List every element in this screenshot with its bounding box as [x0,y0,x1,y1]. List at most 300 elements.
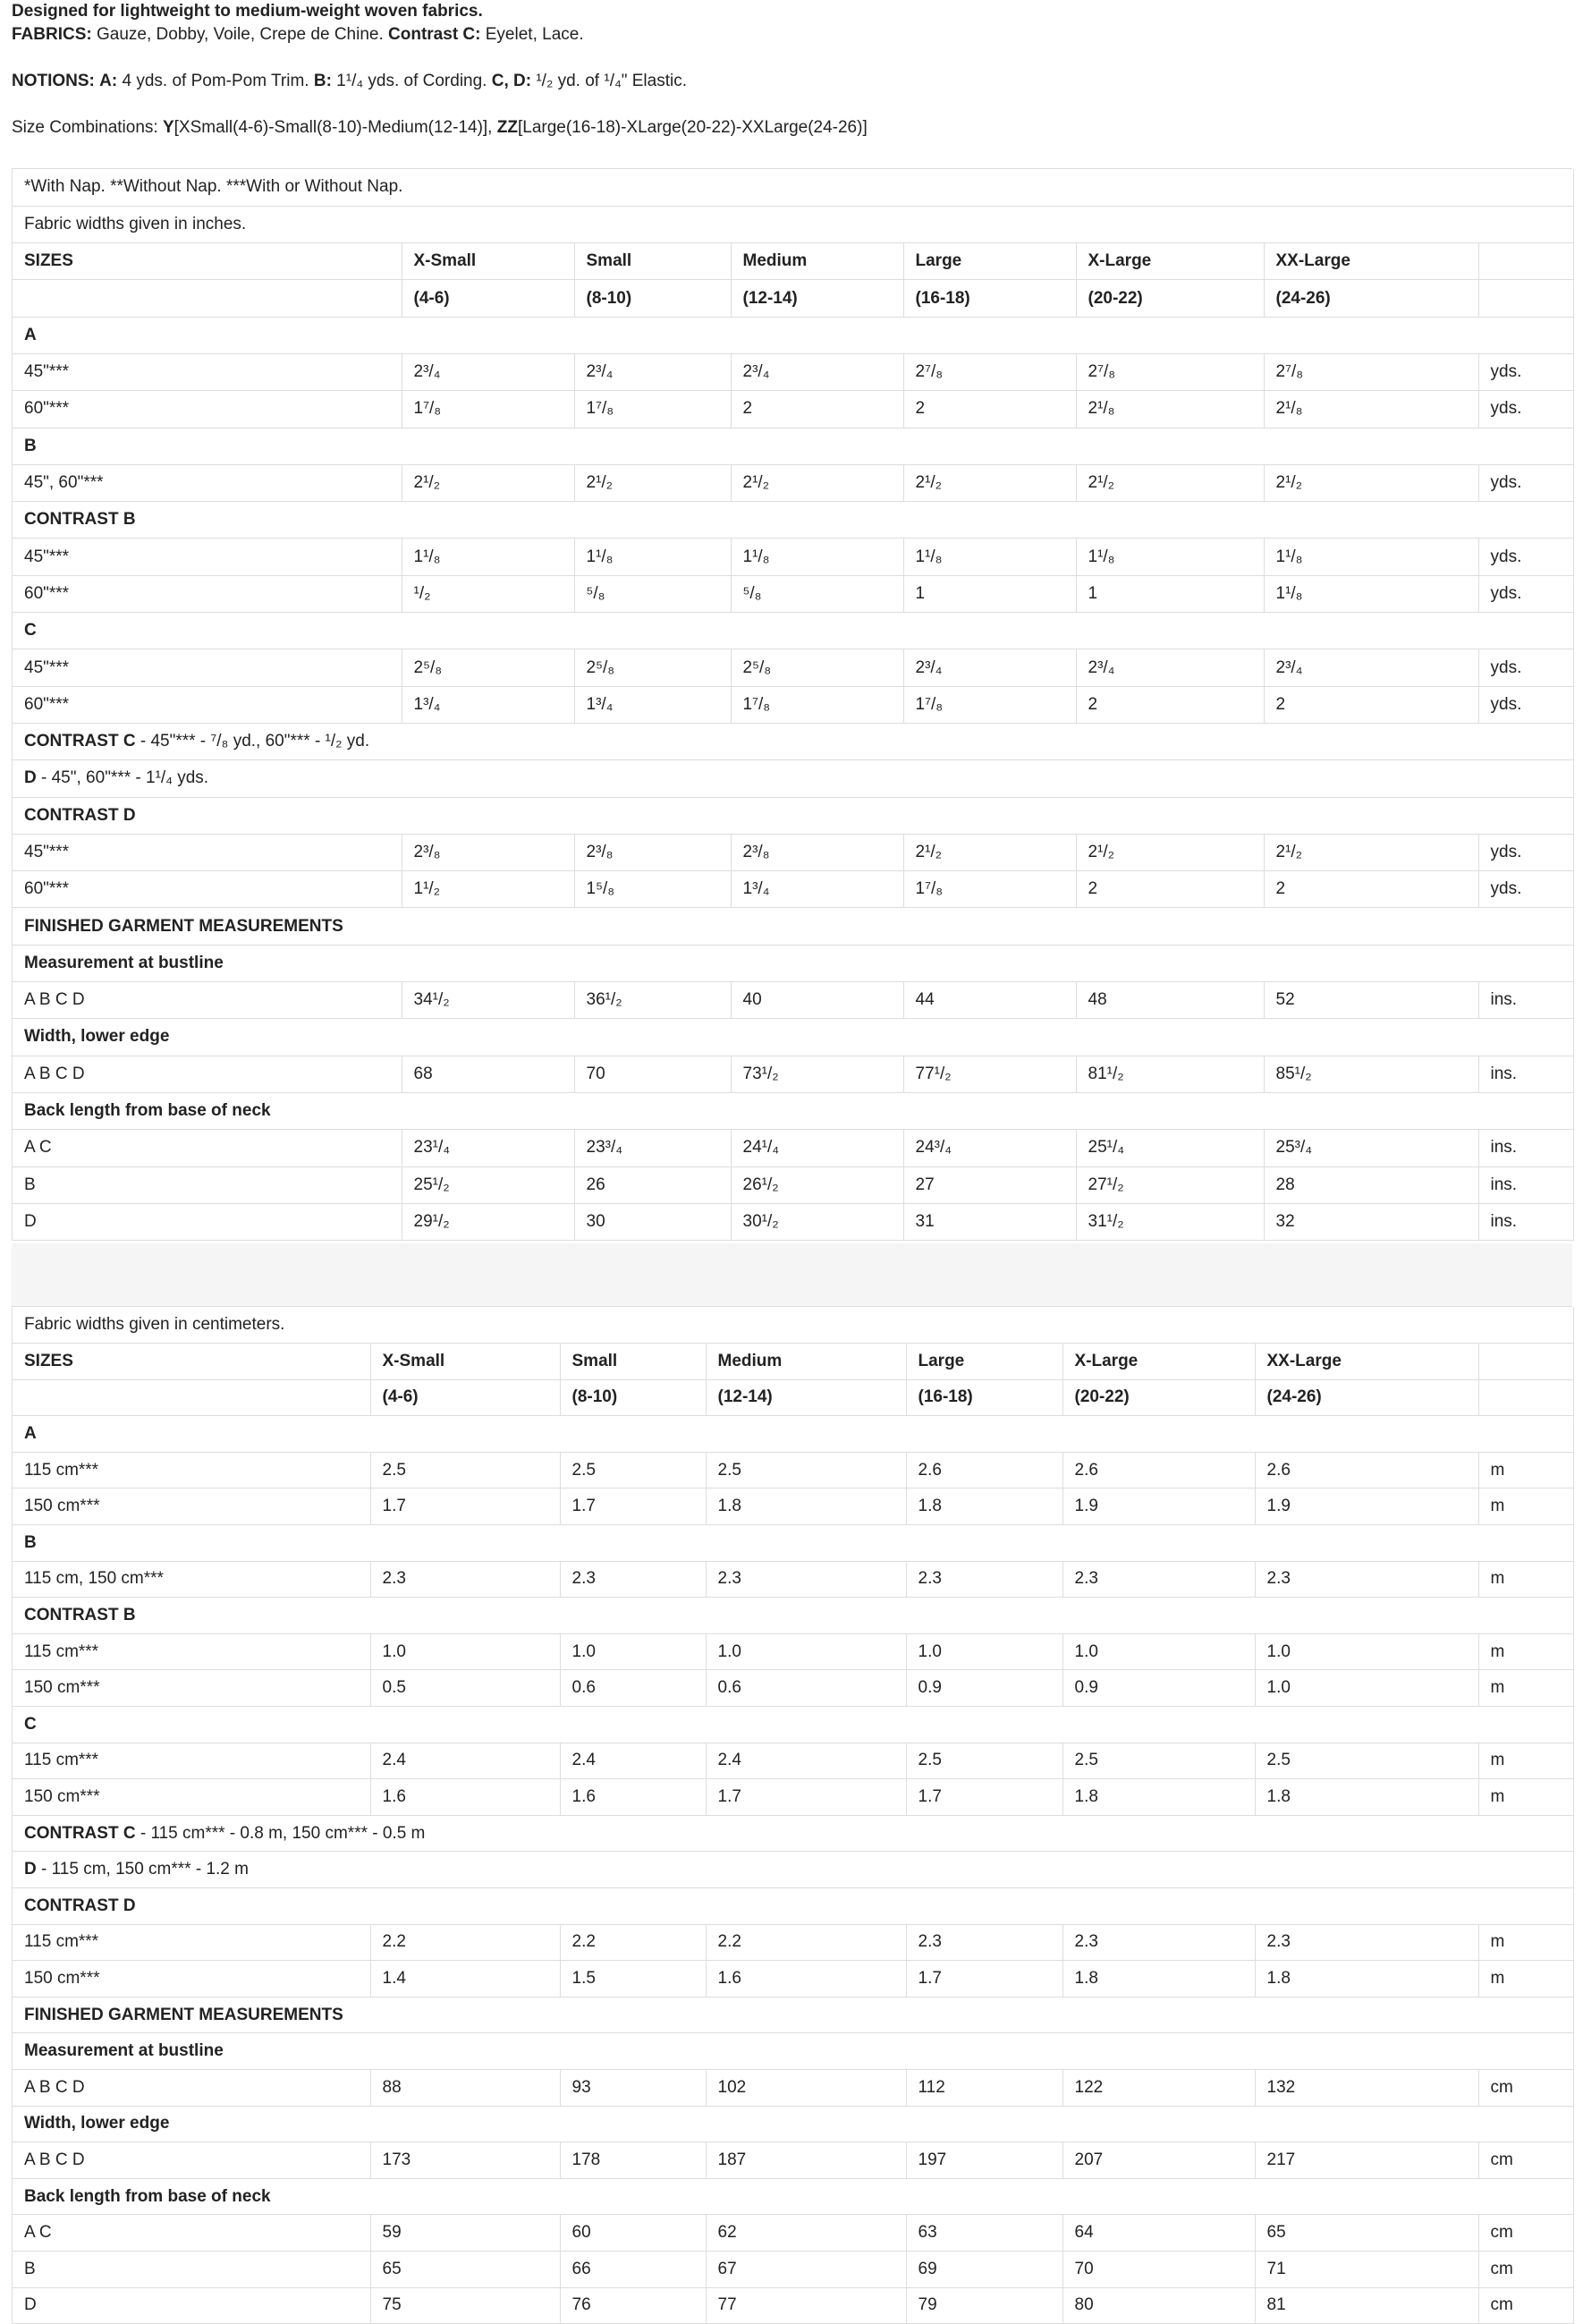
cell-value: 1⁷/₈ [731,686,903,723]
cell-value: 1¹/₂ [402,871,574,908]
cell-value: 75 [370,2287,560,2324]
cell-value: 67 [706,2251,906,2287]
row-label: 45"*** [13,834,402,870]
cell-value: 2¹/₈ [1076,391,1264,428]
cell-value: 1.0 [1255,1670,1478,1707]
cell-value: 2¹/₂ [903,834,1076,870]
row-label: 60"*** [13,575,402,612]
cell-value: 1.8 [1062,1961,1255,1997]
section-header-row [13,1997,1573,2033]
fabric-widths-note [13,1307,1573,1344]
cell-value: 0.9 [1062,1670,1255,1707]
cell-value: 2⁵/₈ [731,649,903,686]
table-row [13,391,1573,428]
inline-note-label: CONTRAST C [24,1823,136,1843]
inline-note [13,723,1573,759]
section-header-row [13,1888,1573,1925]
cell-value: 2³/₄ [402,353,574,390]
size-combo-zz-code: ZZ [496,118,518,137]
cell-value: 1.8 [1255,1961,1478,1997]
cell-value: 2³/₄ [1076,649,1264,686]
size-range: (16-18) [906,1379,1062,1416]
size-ranges-row [13,1379,1573,1416]
cell-unit: ins. [1478,1166,1573,1203]
cell-unit: yds. [1478,649,1573,686]
cell-value: 80 [1062,2287,1255,2324]
row-label: 115 cm*** [13,1452,370,1489]
inline-note-label: D [24,768,37,788]
section-label: CONTRAST B [13,502,1573,539]
table-row [13,2069,1573,2106]
size-range: (12-14) [731,280,903,317]
cell-value: 2³/₄ [1264,649,1478,686]
inline-note [13,760,1573,797]
section-header-row [13,945,1573,981]
cell-value: 24³/₄ [903,1130,1076,1166]
cell-value: 1.8 [1062,1779,1255,1816]
section-header-row [13,1416,1573,1453]
cell-value: 2.4 [370,1743,560,1779]
row-label: A C [13,1130,402,1166]
metric-yardage-table [12,1306,1572,2324]
cell-unit: yds. [1478,575,1573,612]
table-row [13,575,1573,612]
fabrics-text: Gauze, Dobby, Voile, Crepe de Chine. [91,25,389,44]
cell-value: 207 [1062,2142,1255,2179]
cell-value: 1.9 [1062,1489,1255,1525]
size-name: Small [560,1344,706,1380]
cell-value: 1⁵/₈ [574,871,731,908]
cell-value: 2³/₄ [731,353,903,390]
table-row [13,1633,1573,1670]
section-label: C [13,1707,1573,1743]
cell-value: 2.3 [1255,1561,1478,1598]
cell-value: 0.6 [560,1670,706,1707]
cell-value: ¹/₂ [402,575,574,612]
section-label: CONTRAST B [13,1598,1573,1634]
unit-header-blank [1478,1379,1573,1416]
cell-value: 2³/₄ [903,649,1076,686]
cell-value: 2¹/₂ [731,464,903,501]
cell-value: 1³/₄ [402,686,574,723]
cell-value: 1¹/₈ [1264,575,1478,612]
cell-value: 34¹/₂ [402,982,574,1019]
cell-unit: cm [1478,2142,1573,2179]
cell-value: 23³/₄ [574,1130,731,1166]
cell-value: 48 [1076,982,1264,1019]
cell-value: 2.4 [560,1743,706,1779]
cell-value: 1.0 [706,1633,906,1670]
section-label: A [13,1416,1573,1453]
intro-block [12,0,1572,140]
cell-value: 0.6 [706,1670,906,1707]
cell-value: 2.5 [906,1743,1062,1779]
size-ranges-row [13,280,1573,317]
cell-unit: m [1478,1779,1573,1816]
cell-value: 23¹/₄ [402,1130,574,1166]
table-row [13,1924,1573,1961]
row-label: 150 cm*** [13,1489,370,1525]
cell-value: 187 [706,2142,906,2179]
size-range: (4-6) [402,280,574,317]
cell-unit: ins. [1478,982,1573,1019]
inline-note-text: - 45", 60"*** - 1¹/₄ yds. [36,768,209,788]
section-header-row [13,428,1573,464]
cell-value: 1.8 [1255,1779,1478,1816]
cell-value: 1.0 [906,1633,1062,1670]
cell-value: 66 [560,2251,706,2287]
inline-note-label: CONTRAST C [24,732,136,751]
cell-value: 2³/₈ [574,834,731,870]
nap-note [13,169,1573,206]
cell-value: 93 [560,2069,706,2106]
cell-value: 40 [731,982,903,1019]
sizes-header: SIZES [13,1344,370,1380]
cell-value: 1¹/₈ [731,539,903,575]
cell-value: 2¹/₂ [402,464,574,501]
cell-value: 122 [1062,2069,1255,2106]
cell-value: 25¹/₄ [1076,1130,1264,1166]
intro-line-fabrics [12,23,1572,47]
cell-value: 73¹/₂ [731,1056,903,1092]
inline-note [13,1815,1573,1852]
sizes-header: SIZES [13,243,402,280]
row-label: B [13,1166,402,1203]
cell-value: 2⁷/₈ [903,353,1076,390]
cell-value: 2 [731,391,903,428]
cell-value: 2 [1264,686,1478,723]
cell-value: 2.3 [1255,1924,1478,1961]
section-header-row [13,2033,1573,2070]
row-label: 150 cm*** [13,1779,370,1816]
inline-note-label: D [24,1860,37,1879]
row-label: 45"*** [13,353,402,390]
row-label: 115 cm*** [13,1633,370,1670]
size-range: (8-10) [560,1379,706,1416]
table-row [13,1670,1573,1707]
cell-value: 112 [906,2069,1062,2106]
cell-value: 26 [574,1166,731,1203]
section-header-row [13,613,1573,649]
cell-value: 2.4 [706,1743,906,1779]
cell-value: 1.7 [706,1779,906,1816]
section-header-row [13,1707,1573,1743]
cell-value: 88 [370,2069,560,2106]
cell-value: 25³/₄ [1264,1130,1478,1166]
cell-value: 1.8 [706,1489,906,1525]
cell-value: 70 [1062,2251,1255,2287]
section-label: Back length from base of neck [13,2178,1573,2215]
cell-value: 2³/₈ [731,834,903,870]
section-header-row [13,797,1573,834]
size-name: Large [906,1344,1062,1380]
cell-value: 2¹/₂ [903,464,1076,501]
size-combo-zz-text: [Large(16-18)-XLarge(20-22)-XXLarge(24-26)] [517,118,868,137]
imperial-yardage-table [12,168,1572,1241]
intro-line-sizes [12,116,1572,140]
cell-value: 132 [1255,2069,1478,2106]
section-header-row [13,502,1573,539]
section-header-row [13,2106,1573,2142]
section-label: B [13,1525,1573,1562]
cell-unit: cm [1478,2215,1573,2252]
cell-value: 1⁷/₈ [574,391,731,428]
cell-value: ⁵/₈ [574,575,731,612]
table-row [13,1056,1573,1092]
cell-unit: m [1478,1561,1573,1598]
table-row [13,2142,1573,2179]
cell-value: 217 [1255,2142,1478,2179]
cell-value: 2¹/₈ [1264,391,1478,428]
size-name: XX-Large [1255,1344,1478,1380]
row-label: 115 cm, 150 cm*** [13,1561,370,1598]
cell-unit: m [1478,1633,1573,1670]
cell-unit: yds. [1478,391,1573,428]
cell-value: 52 [1264,982,1478,1019]
cell-value: 2.5 [1062,1743,1255,1779]
cell-value: 62 [706,2215,906,2252]
cell-unit: yds. [1478,834,1573,870]
fabric-widths-note-text: Fabric widths given in inches. [13,206,1573,242]
cell-value: 70 [574,1056,731,1092]
sizes-header-blank [13,280,402,317]
cell-value: 102 [706,2069,906,2106]
table-row [13,464,1573,501]
inline-note-row [13,760,1573,797]
table-row [13,982,1573,1019]
size-name: Medium [731,243,903,280]
cell-value: 1.6 [560,1779,706,1816]
cell-value: 173 [370,2142,560,2179]
cell-unit: m [1478,1743,1573,1779]
cell-value: 77 [706,2287,906,2324]
table-row [13,2215,1573,2252]
cell-unit: yds. [1478,464,1573,501]
row-label: B [13,2251,370,2287]
cell-unit: yds. [1478,871,1573,908]
cell-unit: m [1478,1924,1573,1961]
nap-note-text: *With Nap. **Without Nap. ***With or Without Nap. [13,169,1573,206]
cell-unit: yds. [1478,353,1573,390]
section-label: Back length from base of neck [13,1092,1573,1129]
cell-value: 2⁷/₈ [1264,353,1478,390]
size-range: (24-26) [1255,1379,1478,1416]
cell-value: 2.2 [560,1924,706,1961]
inline-note-text: - 115 cm, 150 cm*** - 1.2 m [36,1860,249,1879]
size-range: (16-18) [903,280,1076,317]
cell-value: 2¹/₂ [574,464,731,501]
cell-value: 1.6 [706,1961,906,1997]
size-name: X-Large [1062,1344,1255,1380]
cell-unit: m [1478,1489,1573,1525]
cell-value: 2⁵/₈ [402,649,574,686]
size-range: (20-22) [1062,1379,1255,1416]
size-name: Large [903,243,1076,280]
section-label: Measurement at bustline [13,945,1573,981]
notions-a-text: 4 yds. of Pom-Pom Trim. [117,72,314,90]
row-label: 45"*** [13,539,402,575]
cell-value: 1¹/₈ [1264,539,1478,575]
cell-unit: ins. [1478,1203,1573,1240]
cell-value: 25¹/₂ [402,1166,574,1203]
cell-value: 1.0 [1062,1633,1255,1670]
notions-cd-label: C, D: [491,72,532,90]
cell-value: 2.5 [560,1452,706,1489]
row-label: D [13,1203,402,1240]
row-label: 115 cm*** [13,1743,370,1779]
row-label: D [13,2287,370,2324]
cell-unit: ins. [1478,1130,1573,1166]
cell-value: 1¹/₈ [402,539,574,575]
size-range: (8-10) [574,280,731,317]
metric-grid [13,1307,1574,2324]
unit-header-blank [1478,280,1573,317]
cell-value: 76 [560,2287,706,2324]
row-label: 150 cm*** [13,1961,370,1997]
cell-value: 27¹/₂ [1076,1166,1264,1203]
size-range: (4-6) [370,1379,560,1416]
cell-value: 2³/₄ [574,353,731,390]
row-label: A B C D [13,2142,370,2179]
cell-value: 1¹/₈ [574,539,731,575]
section-label: Width, lower edge [13,2106,1573,2142]
section-header-row [13,317,1573,353]
cell-value: 2.6 [1062,1452,1255,1489]
cell-value: 2⁷/₈ [1076,353,1264,390]
cell-unit: cm [1478,2069,1573,2106]
cell-value: 1 [903,575,1076,612]
cell-value: 1 [1076,575,1264,612]
table-row [13,1452,1573,1489]
section-header-row [13,1598,1573,1634]
cell-value: ⁵/₈ [731,575,903,612]
inline-note-row [13,1852,1573,1888]
cell-value: 1¹/₈ [1076,539,1264,575]
size-name: X-Small [402,243,574,280]
unit-header [1478,1344,1573,1380]
cell-value: 27 [903,1166,1076,1203]
table-row [13,686,1573,723]
cell-value: 68 [402,1056,574,1092]
cell-value: 1.0 [560,1633,706,1670]
row-label: 45", 60"*** [13,464,402,501]
cell-value: 85¹/₂ [1264,1056,1478,1092]
cell-value: 63 [906,2215,1062,2252]
size-range: (12-14) [706,1379,906,1416]
cell-value: 1.7 [560,1489,706,1525]
cell-value: 71 [1255,2251,1478,2287]
section-label: Measurement at bustline [13,2033,1573,2070]
cell-unit: m [1478,1961,1573,1997]
cell-value: 2.5 [370,1452,560,1489]
cell-value: 81¹/₂ [1076,1056,1264,1092]
size-name: X-Large [1076,243,1264,280]
row-label: 115 cm*** [13,1924,370,1961]
notions-cd-text: ¹/₂ yd. of ¹/₄" Elastic. [531,72,687,90]
cell-value: 1⁷/₈ [903,686,1076,723]
row-label: A B C D [13,1056,402,1092]
section-label: CONTRAST D [13,1888,1573,1925]
cell-value: 2.3 [906,1924,1062,1961]
size-name: Medium [706,1344,906,1380]
section-header-row [13,1019,1573,1056]
cell-value: 2.3 [906,1561,1062,1598]
section-label: C [13,613,1573,649]
cell-value: 178 [560,2142,706,2179]
cell-value: 1⁷/₈ [402,391,574,428]
cell-value: 1.6 [370,1779,560,1816]
cell-value: 29¹/₂ [402,1203,574,1240]
size-combinations-label: Size Combinations: [12,118,163,137]
cell-value: 2.3 [706,1561,906,1598]
cell-value: 2.3 [1062,1924,1255,1961]
cell-unit: cm [1478,2251,1573,2287]
section-header-row [13,1092,1573,1129]
cell-value: 24¹/₄ [731,1130,903,1166]
cell-value: 2⁵/₈ [574,649,731,686]
row-label: 45"*** [13,649,402,686]
section-label: CONTRAST D [13,797,1573,834]
table-row [13,834,1573,870]
fabric-widths-note-text: Fabric widths given in centimeters. [13,1307,1573,1344]
notions-b-text: 1¹/₄ yds. of Cording. [331,72,492,90]
section-header-row [13,2178,1573,2215]
cell-value: 26¹/₂ [731,1166,903,1203]
cell-value: 31¹/₂ [1076,1203,1264,1240]
cell-unit: yds. [1478,686,1573,723]
cell-value: 1.4 [370,1961,560,1997]
size-name: XX-Large [1264,243,1478,280]
section-gap [12,1243,1572,1306]
cell-value: 1.7 [906,1779,1062,1816]
row-label: 60"*** [13,391,402,428]
inline-note-text: - 45"*** - ⁷/₈ yd., 60"*** - ¹/₂ yd. [135,732,370,751]
cell-value: 2¹/₂ [1264,834,1478,870]
intro-weight-text: Designed for lightweight to medium-weight woven fabrics. [12,2,483,21]
table-row [13,1779,1573,1816]
cell-value: 2.6 [1255,1452,1478,1489]
cell-value: 31 [903,1203,1076,1240]
inline-note-row [13,723,1573,759]
table-row [13,1489,1573,1525]
cell-value: 0.5 [370,1670,560,1707]
cell-value: 2.5 [706,1452,906,1489]
table-row [13,649,1573,686]
cell-value: 2³/₈ [402,834,574,870]
cell-value: 65 [1255,2215,1478,2252]
cell-value: 2.2 [370,1924,560,1961]
table-row [13,871,1573,908]
cell-value: 2.5 [1255,1743,1478,1779]
cell-value: 2.3 [560,1561,706,1598]
cell-value: 1³/₄ [574,686,731,723]
table-row [13,1166,1573,1203]
notions-a-label: A: [99,72,118,90]
size-name: X-Small [370,1344,560,1380]
notions-b-label: B: [313,72,332,90]
cell-value: 1.9 [1255,1489,1478,1525]
table-row [13,2251,1573,2287]
inline-note-text: - 115 cm*** - 0.8 m, 150 cm*** - 0.5 m [135,1823,426,1843]
sizes-header-blank [13,1379,370,1416]
table-row [13,1743,1573,1779]
cell-value: 2.3 [370,1561,560,1598]
cell-value: 1.0 [370,1633,560,1670]
row-label: A B C D [13,2069,370,2106]
fabrics-label: FABRICS: [12,25,92,44]
table-row [13,1130,1573,1166]
size-range: (24-26) [1264,280,1478,317]
